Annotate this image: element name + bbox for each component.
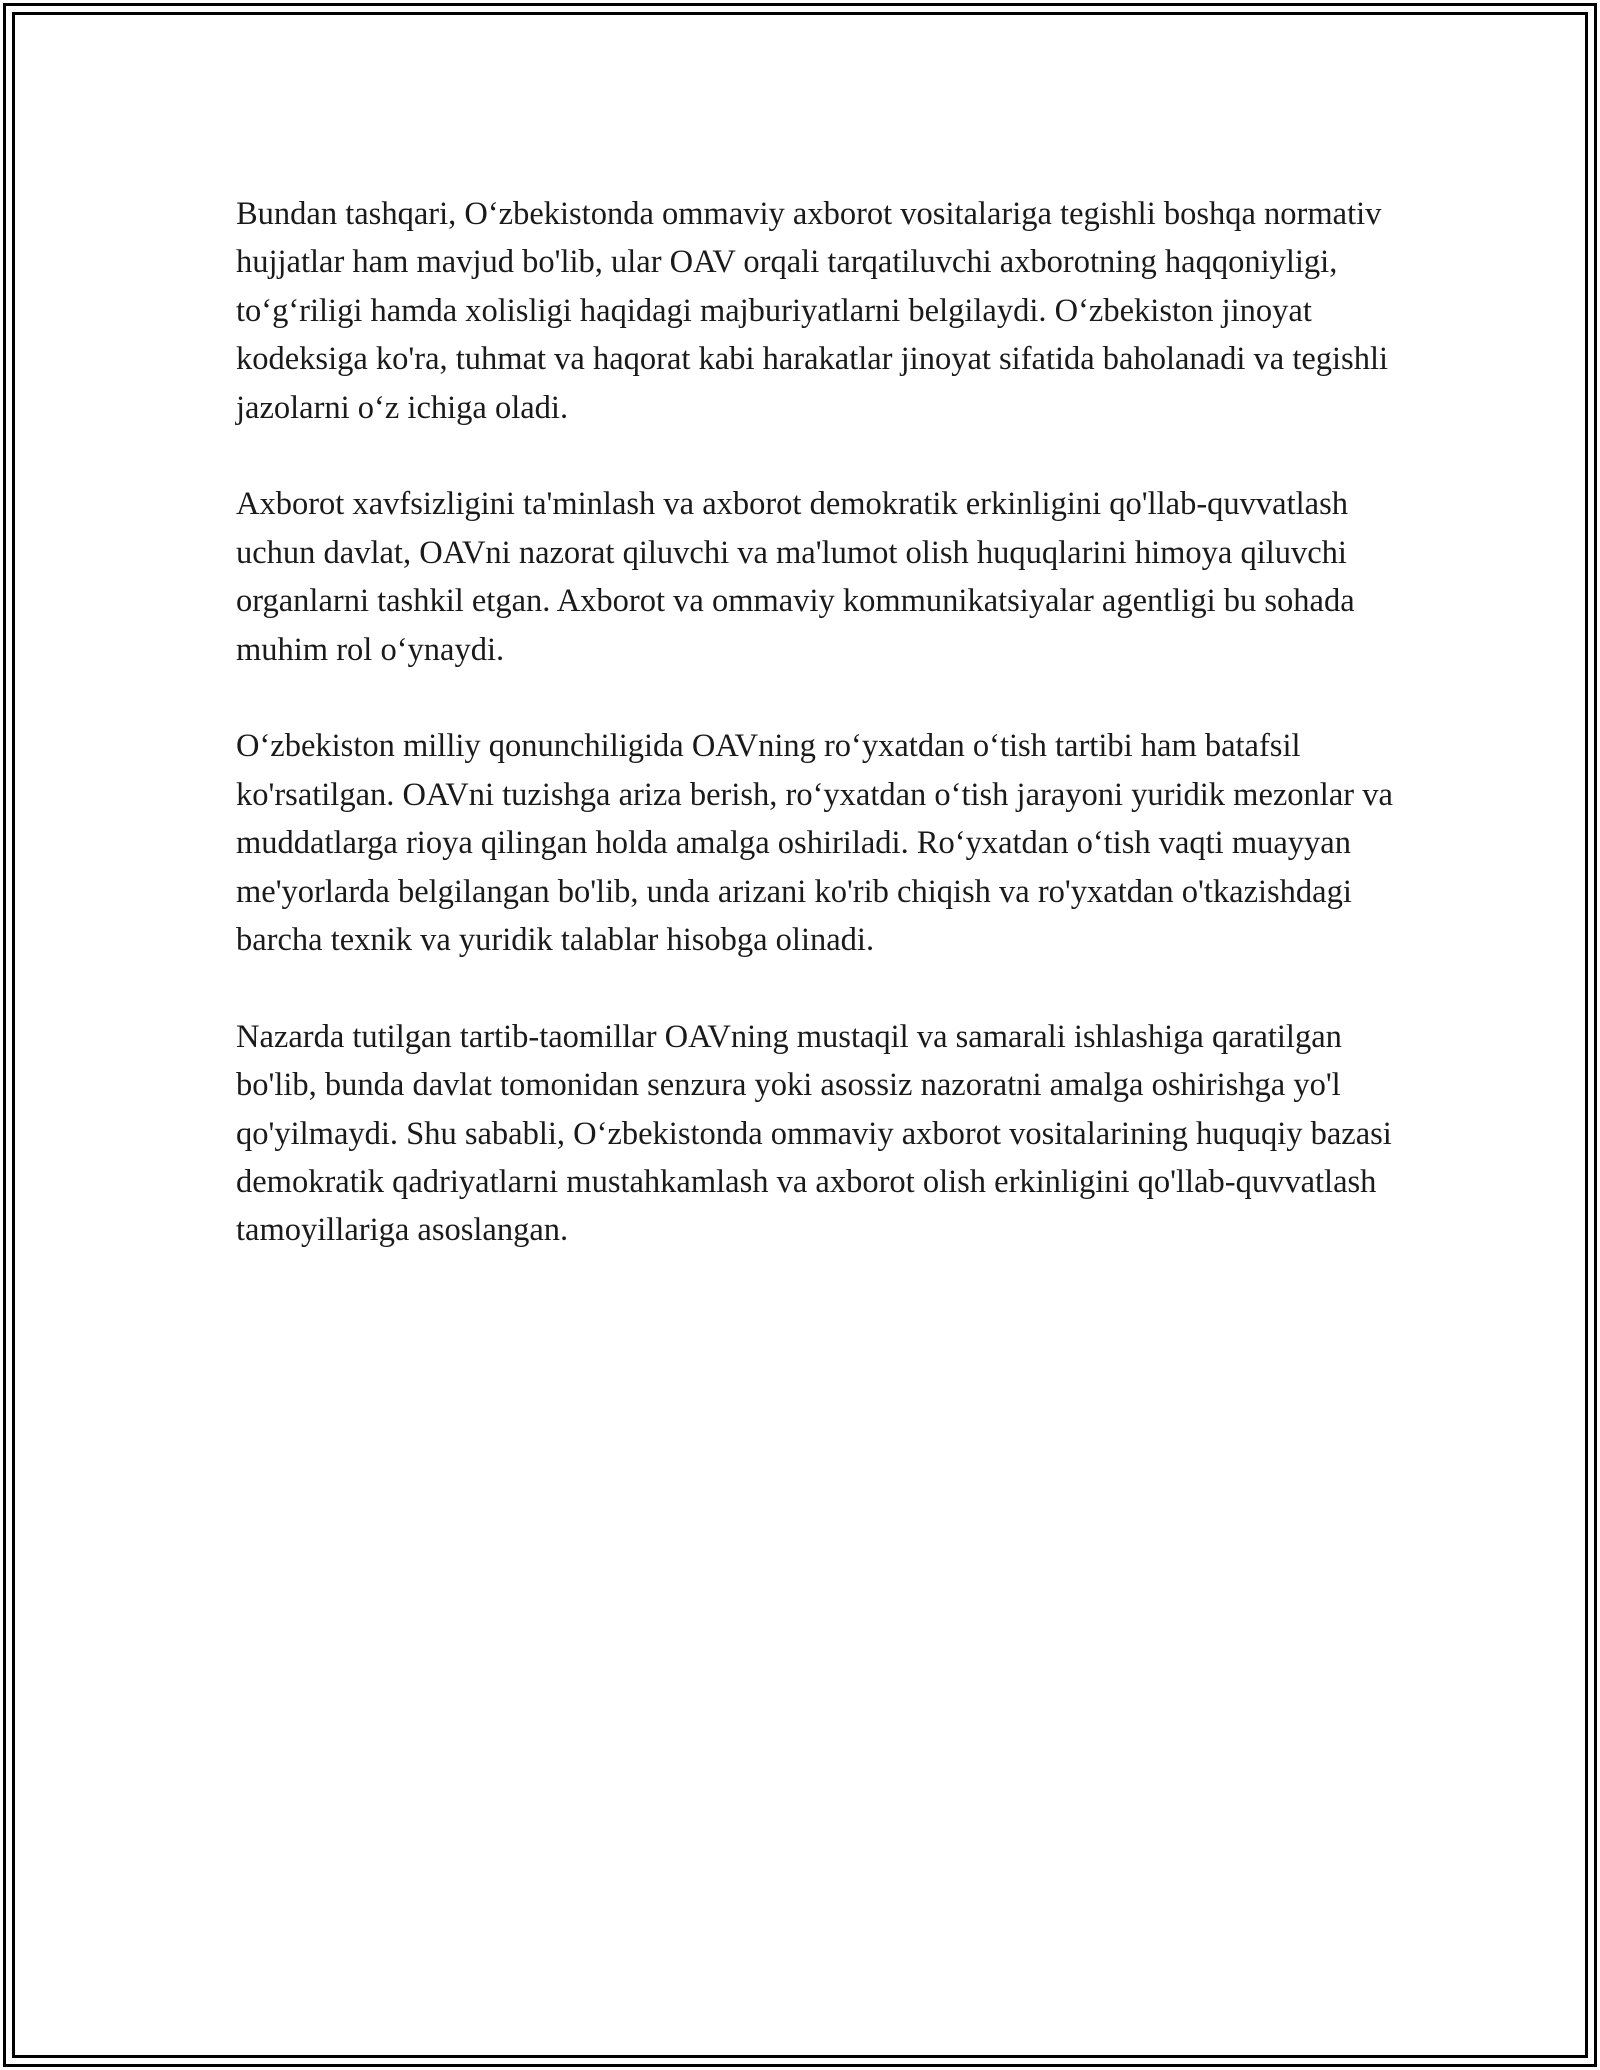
document-body bbox=[236, 190, 1396, 1303]
paragraph-3: O‘zbekiston milliy qonunchiligida OAVning ro‘yxatdan o‘tish tartibi ham batafsil ko'rsatilgan. OAVni tuzishga ariza berish, ro‘yxatdan o‘tish jarayoni yuridik mezonlar va muddatlarga rioya qilingan holda amalga oshiriladi. Ro‘yxatdan o‘tish vaqti muayyan me'yorlarda belgilangan bo'lib, unda arizani ko'rib chiqish va ro'yxatdan o'tkazishdagi barcha texnik va yuridik talablar hisobga olinadi. bbox=[236, 728, 1393, 959]
paragraph-4: Nazarda tutilgan tartib-taomillar OAVning mustaqil va samarali ishlashiga qaratilgan bo'lib, bunda davlat tomonidan senzura yoki asossiz nazoratni amalga oshirishga yo'l qo'yilmaydi. Shu sababli, O‘zbekistonda ommaviy axborot vositalarining huquqiy bazasi demokratik qadriyatlarni mustahkamlash va axborot olish erkinligini qo'llab-quvvatlash tamoyillariga asoslangan. bbox=[236, 1018, 1392, 1249]
paragraph-1: Bundan tashqari, O‘zbekistonda ommaviy axborot vositalariga tegishli boshqa normativ hujjatlar ham mavjud bo'lib, ular OAV orqali tarqatiluvchi axborotning haqqoniyligi, to‘g‘riligi hamda xolisligi haqidagi majburiyatlarni belgilaydi. O‘zbekiston jinoyat kodeksiga ko'ra, tuhmat va haqorat kabi harakatlar jinoyat sifatida baholanadi va tegishli jazolarni o‘z ichiga oladi. bbox=[236, 196, 1389, 426]
paragraph-2: Axborot xavfsizligini ta'minlash va axborot demokratik erkinligini qo'llab-quvvatlash uchun davlat, OAVni nazorat qiluvchi va ma'lumot olish huquqlarini himoya qiluvchi organlarni tashkil etgan. Axborot va ommaviy kommunikatsiyalar agentligi bu sohada muhim rol o‘ynaydi. bbox=[236, 486, 1355, 668]
